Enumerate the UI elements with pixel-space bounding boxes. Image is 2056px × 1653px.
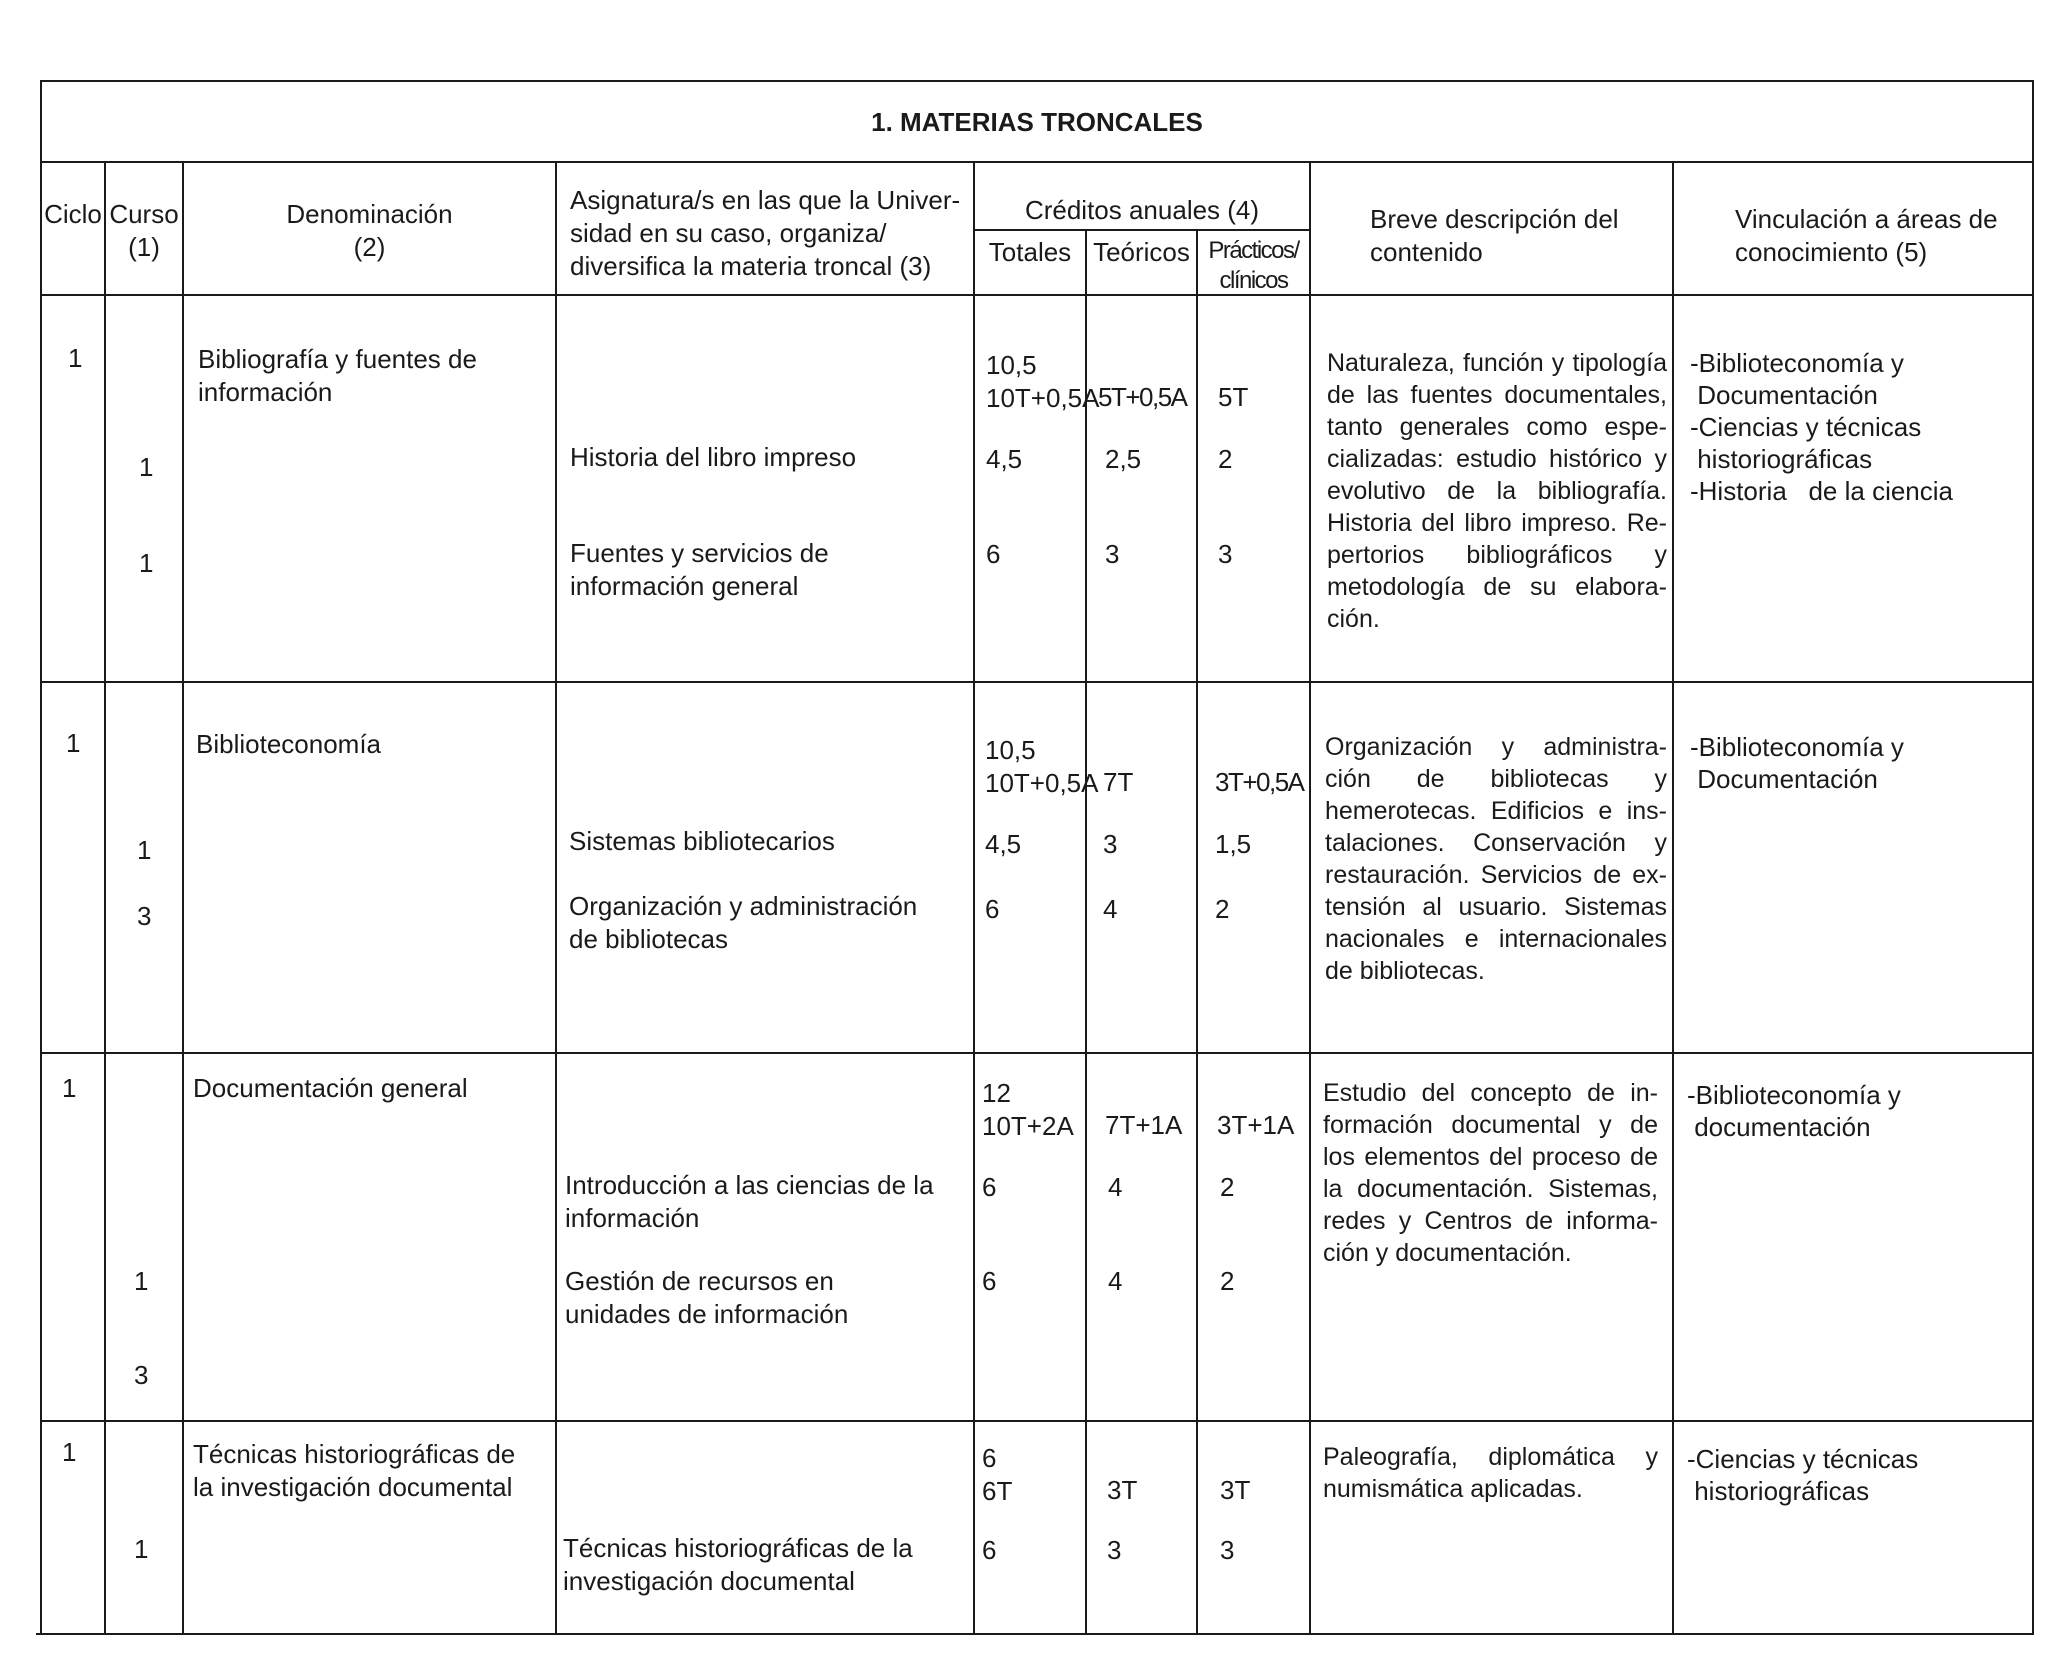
block-3-denominacion: Documentación general xyxy=(193,1073,468,1103)
block-3-subject-2-practicos: 2 xyxy=(1220,1266,1235,1296)
table-top-border xyxy=(40,80,2034,82)
block-3-subject-1-curso: 1 xyxy=(134,1266,149,1296)
block-4-subject-1-teoricos: 3 xyxy=(1107,1535,1122,1565)
block-2-vinculacion: -Biblioteconomía y Documentación xyxy=(1690,732,1904,794)
header-descripcion: Breve descripción del contenido xyxy=(1370,204,1619,267)
block-2-descripcion: Organización y administra-ción de bibliotecas y hemerotecas. Edificios e ins-talaciones. Conservación y restauración. Servicios de ex-tensión al usuario. Sistemas nacionales e internacionales de bibliotecas. xyxy=(1325,733,1667,985)
block-4-ciclo: 1 xyxy=(62,1437,77,1467)
header-creditos-anuales: Créditos anuales (4) xyxy=(1024,195,1260,225)
block-1-subject-1-curso: 1 xyxy=(139,452,154,482)
block-1-bottom-rule xyxy=(40,681,2034,683)
block-3-descripcion: Estudio del concepto de in-formación documental y de los elementos del proceso de la documentación. Sistemas, redes y Centros de informa-ción y documentación. xyxy=(1323,1079,1658,1267)
block-1-vinculacion: -Biblioteconomía y Documentación -Ciencias y técnicas historiográficas -Historia de la ciencia xyxy=(1690,348,1953,506)
header-totales: Totales xyxy=(988,237,1072,267)
block-2-totales: 10,5 10T+0,5A xyxy=(985,735,1099,798)
block-1-ciclo: 1 xyxy=(68,343,83,373)
block-1-subject-1-asignatura: Historia del libro impreso xyxy=(570,442,857,472)
block-3-subject-1-asignatura: Introducción a las ciencias de la información xyxy=(565,1170,934,1233)
descripcion-vinculacion-divider xyxy=(1672,161,1674,1635)
block-4-totales: 6 6T xyxy=(982,1443,1013,1506)
block-2-subject-1-practicos: 1,5 xyxy=(1215,829,1252,859)
block-3-practicos: 3T+1A xyxy=(1217,1110,1295,1140)
header-asignaturas: Asignatura/s en las que la Univer- sidad en su caso, organiza/ diversifica la materia troncal (3) xyxy=(570,185,961,281)
block-1-practicos: 5T xyxy=(1218,382,1249,412)
block-1-subject-2-curso: 1 xyxy=(139,548,154,578)
block-3-subject-2-asignatura: Gestión de recursos en unidades de información xyxy=(565,1266,849,1329)
block-2-subject-1-curso: 1 xyxy=(137,835,152,865)
teoricos-practicos-divider xyxy=(1196,229,1198,1635)
table-title: 1. MATERIAS TRONCALES xyxy=(871,107,1203,137)
header-vinculacion: Vinculación a áreas de conocimiento (5) xyxy=(1735,204,1998,267)
block-2-subject-2-totales: 6 xyxy=(985,894,1000,924)
block-3-subject-2-teoricos: 4 xyxy=(1108,1266,1123,1296)
header-practicos: Prácticos/ clínicos xyxy=(1208,237,1299,294)
block-1-subject-1-totales: 4,5 xyxy=(986,444,1023,474)
block-2-subject-1-teoricos: 3 xyxy=(1103,829,1118,859)
block-2-subject-2-asignatura: Organización y administración de bibliotecas xyxy=(569,891,918,954)
block-1-subject-1-practicos: 2 xyxy=(1218,444,1233,474)
block-3-totales: 12 10T+2A xyxy=(982,1078,1074,1141)
block-3-bottom-rule xyxy=(40,1420,2034,1422)
header-denominacion: Denominación (2) xyxy=(286,199,453,262)
block-4-teoricos: 3T xyxy=(1107,1475,1138,1505)
block-4-subject-1-asignatura: Técnicas historiográficas de la investigación documental xyxy=(563,1533,913,1596)
denominacion-asignaturas-divider xyxy=(555,161,557,1635)
block-3-subject-2-curso: 3 xyxy=(134,1360,149,1390)
block-2-subject-2-practicos: 2 xyxy=(1215,894,1230,924)
block-4-subject-1-practicos: 3 xyxy=(1220,1535,1235,1565)
block-2-subject-1-totales: 4,5 xyxy=(985,829,1022,859)
header-curso: Curso (1) xyxy=(109,199,179,262)
block-4-subject-1-curso: 1 xyxy=(134,1534,149,1564)
practicos-descripcion-divider xyxy=(1309,161,1311,1635)
block-3-subject-1-totales: 6 xyxy=(982,1172,997,1202)
block-4-practicos: 3T xyxy=(1220,1475,1251,1505)
table-left-border xyxy=(40,80,42,1635)
asignaturas-totales-divider xyxy=(973,161,975,1635)
header-bottom-rule xyxy=(40,294,2034,296)
block-3-ciclo: 1 xyxy=(62,1073,77,1103)
block-2-subject-2-teoricos: 4 xyxy=(1103,894,1118,924)
header-teoricos: Teóricos xyxy=(1093,237,1190,267)
ciclo-curso-divider xyxy=(104,161,106,1635)
table-bottom-border xyxy=(36,1633,2034,1635)
block-1-subject-2-teoricos: 3 xyxy=(1105,539,1120,569)
block-2-denominacion: Biblioteconomía xyxy=(196,729,381,759)
block-2-bottom-rule xyxy=(40,1052,2034,1054)
curso-denominacion-divider xyxy=(182,161,184,1635)
block-1-subject-2-asignatura: Fuentes y servicios de información general xyxy=(570,538,829,601)
block-4-vinculacion: -Ciencias y técnicas historiográficas xyxy=(1687,1444,1919,1506)
block-3-vinculacion: -Biblioteconomía y documentación xyxy=(1687,1080,1901,1142)
totales-teoricos-divider xyxy=(1085,229,1087,1635)
block-1-totales: 10,5 10T+0,5A xyxy=(986,350,1100,413)
block-2-subject-1-asignatura: Sistemas bibliotecarios xyxy=(569,826,835,856)
table-right-border xyxy=(2032,80,2034,1635)
block-2-practicos: 3T+0,5A xyxy=(1215,767,1304,797)
block-3-subject-1-teoricos: 4 xyxy=(1108,1172,1123,1202)
header-ciclo: Ciclo xyxy=(44,199,102,229)
block-2-subject-2-curso: 3 xyxy=(137,901,152,931)
block-3-subject-1-practicos: 2 xyxy=(1220,1172,1235,1202)
block-4-denominacion: Técnicas historiográficas de la investigación documental xyxy=(193,1439,516,1502)
block-1-teoricos: 5T+0,5A xyxy=(1098,382,1187,412)
block-2-ciclo: 1 xyxy=(66,728,81,758)
block-1-denominacion: Bibliografía y fuentes de información xyxy=(198,344,477,407)
block-1-subject-2-practicos: 3 xyxy=(1218,539,1233,569)
block-4-descripcion: Paleografía, diplomática y numismática aplicadas. xyxy=(1323,1443,1658,1503)
block-1-subject-1-teoricos: 2,5 xyxy=(1105,444,1142,474)
block-1-subject-2-totales: 6 xyxy=(986,539,1001,569)
creditos-subheader-rule xyxy=(975,229,1311,231)
block-4-subject-1-totales: 6 xyxy=(982,1535,997,1565)
block-1-descripcion: Naturaleza, función y tipología de las fuentes documentales, tanto generales como espe-cializadas: estudio histórico y evolutivo de la bibliografía. Historia del libro impreso. Re-pertorios bibliográficos y metodología de su elabora-ción. xyxy=(1327,349,1667,633)
block-3-teoricos: 7T+1A xyxy=(1105,1110,1183,1140)
block-3-subject-2-totales: 6 xyxy=(982,1266,997,1296)
title-bottom-rule xyxy=(40,161,2034,163)
block-2-teoricos: 7T xyxy=(1103,767,1134,797)
